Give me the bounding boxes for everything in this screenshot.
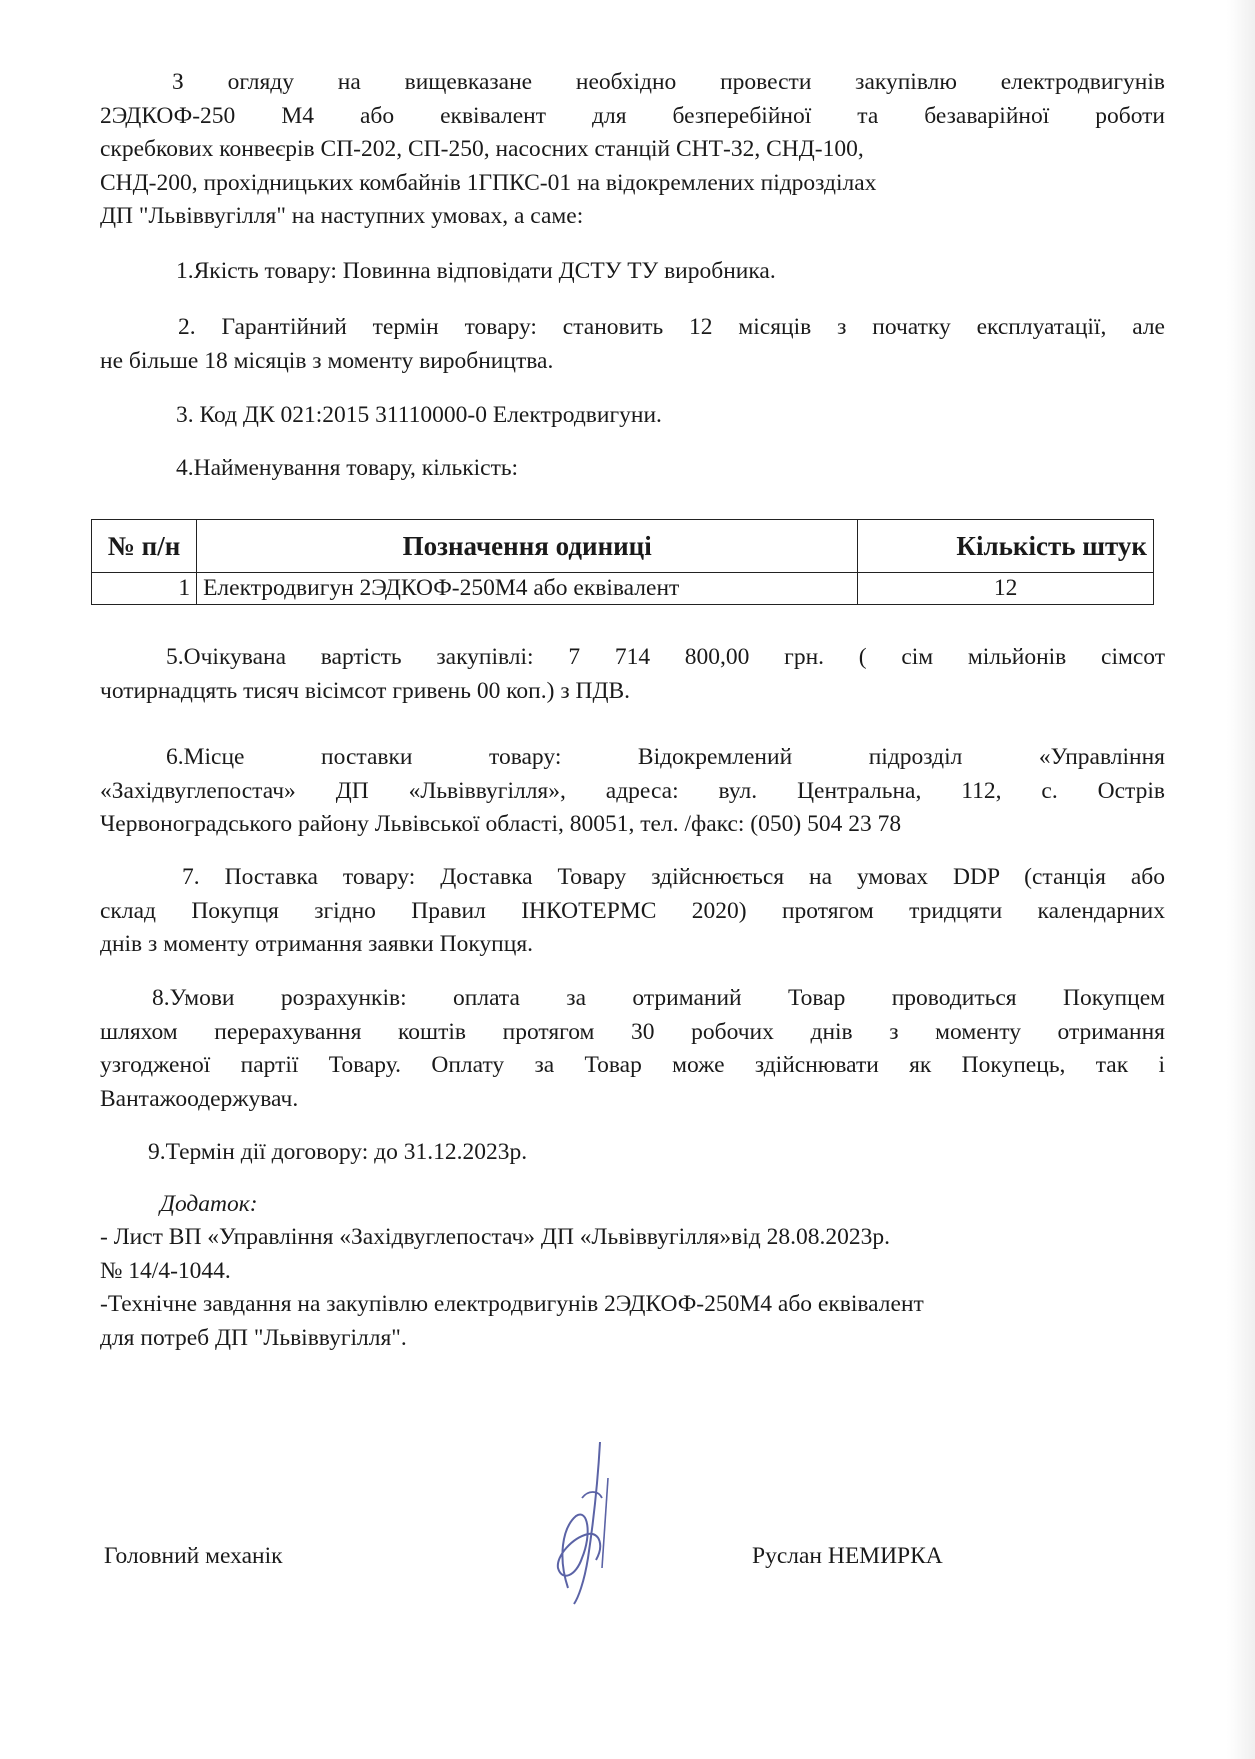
col-header-number: № п/н — [92, 520, 197, 573]
cell-name: Електродвигун 2ЭДКОФ-250М4 або еквівалент — [197, 573, 858, 605]
col-header-quantity: Кількість штук — [858, 520, 1154, 573]
item-1-text: 1.Якість товару: Повинна відповідати ДСТУ ТУ виробника. — [176, 258, 776, 284]
item-4-text: 4.Найменування товару, кількість: — [176, 455, 519, 481]
cell-quantity: 12 — [858, 573, 1154, 605]
item-7-line: днів з моменту отримання заявки Покупця. — [100, 931, 534, 957]
item-2-warranty — [100, 311, 1165, 378]
intro-paragraph — [100, 66, 1165, 234]
attachments-list — [100, 1221, 1165, 1355]
item-6-line: Червоноградського району Львівської області, 80051, тел. /факс: (050) 504 23 78 — [100, 811, 902, 837]
signatory-name: Руслан НЕМИРКА — [752, 1543, 943, 1569]
cell-number: 1 — [92, 573, 197, 605]
item-8-line: узгодженої партії Товару. Оплату за Товар може здійснювати як Покупець, так і — [100, 1052, 1165, 1078]
scan-shadow — [1227, 0, 1255, 1759]
item-5-cost — [100, 641, 1165, 708]
table-header-row — [92, 520, 1154, 573]
item-8-payment — [100, 982, 1165, 1116]
intro-line: СНД-200, прохідницьких комбайнів 1ГПКС-01 на відокремлених підрозділах — [100, 169, 877, 196]
item-2-line: не більше 18 місяців з моменту виробництва. — [100, 347, 554, 374]
col-header-name: Позначення одиниці — [197, 520, 858, 573]
item-2-line: 2. Гарантійний термін товару: становить 12 місяців з початку експлуатації, але — [178, 314, 1165, 340]
attachments-label: Додаток: — [160, 1191, 258, 1217]
handwritten-signature — [548, 1438, 638, 1608]
item-6-delivery-place — [100, 741, 1165, 842]
goods-table — [91, 519, 1154, 605]
intro-line: скребкових конвеєрів СП-202, СП-250, насосних станцій СНТ-32, СНД-100, — [100, 136, 864, 162]
intro-line: 2ЭДКОФ-250 М4 або еквівалент для безперебійної та безаварійної роботи — [100, 102, 1165, 129]
item-3-code — [100, 399, 1165, 433]
item-5-line: чотирнадцять тисяч вісімсот гривень 00 коп.) з ПДВ. — [100, 677, 631, 704]
item-6-line: 6.Місце поставки товару: Відокремлений підрозділ «Управління — [166, 744, 1165, 770]
intro-line: З огляду на вищевказане необхідно провести закупівлю електродвигунів — [172, 69, 1165, 95]
attachment-line: для потреб ДП "Львіввугілля". — [100, 1324, 407, 1351]
item-5-line: 5.Очікувана вартість закупівлі: 7 714 800,00 грн. ( сім мільйонів сімсот — [166, 644, 1165, 670]
item-7-line: склад Покупця згідно Правил ІНКОТЕРМС 2020) протягом тридцяти календарних — [100, 897, 1165, 924]
item-8-line: Вантажоодержувач. — [100, 1085, 299, 1112]
item-6-line: «Західвуглепостач» ДП «Львіввугілля», адреса: вул. Центральна, 112, с. Острів — [100, 777, 1165, 804]
attachment-line: - Лист ВП «Управління «Західвуглепостач» ДП «Львіввугілля»від 28.08.2023р. — [100, 1224, 890, 1250]
item-4-title — [100, 452, 1165, 486]
item-8-line: 8.Умови розрахунків: оплата за отриманий Товар проводиться Покупцем — [152, 985, 1165, 1011]
item-9-term — [100, 1136, 1165, 1170]
signatory-position: Головний механік — [104, 1543, 283, 1569]
item-7-delivery — [100, 861, 1165, 962]
intro-line: ДП "Львіввугілля" на наступних умовах, а саме: — [100, 203, 584, 229]
item-3-text: 3. Код ДК 021:2015 31110000-0 Електродвигуни. — [176, 402, 662, 428]
attachment-line: № 14/4-1044. — [100, 1257, 231, 1284]
item-9-text: 9.Термін дії договору: до 31.12.2023р. — [148, 1139, 528, 1165]
item-1-quality — [100, 255, 1165, 289]
item-8-line: шляхом перерахування коштів протягом 30 робочих днів з моменту отримання — [100, 1018, 1165, 1045]
attachment-line: -Технічне завдання на закупівлю електродвигунів 2ЭДКОФ-250М4 або еквівалент — [100, 1291, 924, 1317]
table-row — [92, 573, 1154, 605]
item-7-line: 7. Поставка товару: Доставка Товару здійснюється на умовах DDP (станція або — [182, 864, 1165, 890]
